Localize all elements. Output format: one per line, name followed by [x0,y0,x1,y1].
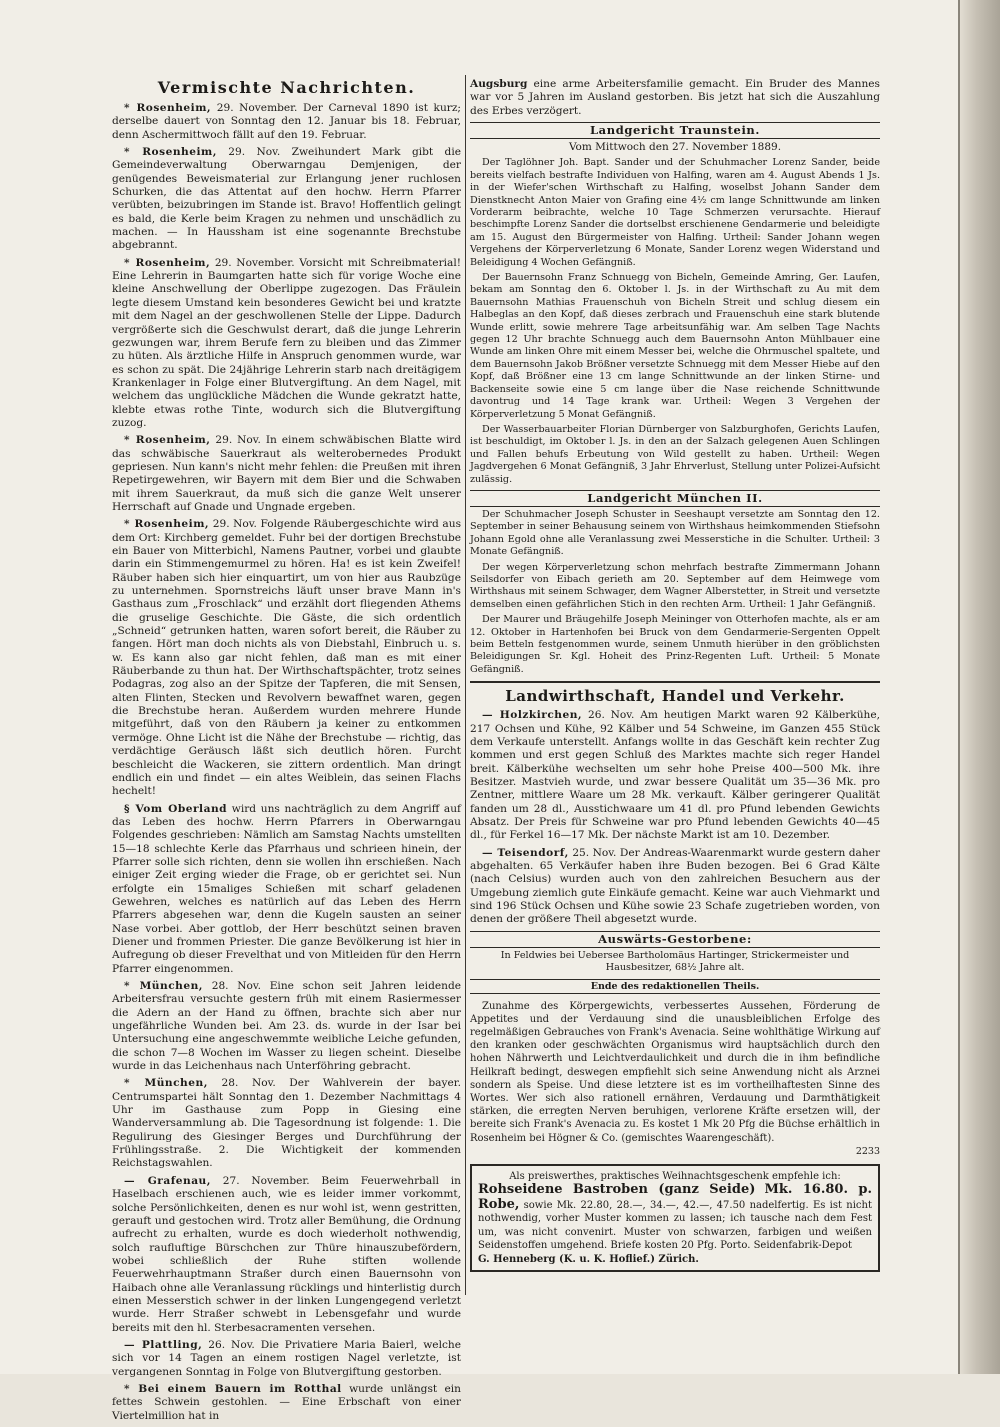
right-column [470,78,880,1272]
news-place: * Rosenheim, [124,146,217,159]
left-column [112,78,461,1427]
news-place: — Holzkirchen, [482,709,583,722]
news-text: wurde unlängst ein fettes Schwein gestohlen. — Eine Erbschaft von einer Viertelmillion hat in [112,1382,462,1422]
news-item [112,102,461,142]
news-text: 29. Nov. Folgende Räubergeschichte wird aus dem Ort: Kirchberg gemeldet. Fuhr bei der dortigen Brechstube ein Bauer von Mitterbichl, Namens Pautner, vorbei und glaubte darin ein Stimmengemurmel zu hören. Ha! es ist kein Zweifel! Räuber haben sich hier einquartirt, um von hier aus Raubzüge zu unternehmen. Spornstreichs läuft unser brave Mann in's Gasthaus zum „Froschlack“ und erzählt dort fliegenden Athems die gruselige Geschichte. Die Gäste, die sich ordentlich „Schneid“ getrunken hatten, waren sofort bereit, die Räuber zu fangen. Hört man doch nichts als von Diebstahl, Einbruch u. s. w. Es kann also gar nicht fehlen, daß man es mit einer Räuberbande zu thun hat. Der Wirthschaftspächter, trotz seines Podagras, zog also an der Spitze der Tapferen, die mit Sensen, alten Flinten, Stecken und Revolvern bewaffnet waren, gegen die Brechstube heran. Außerdem wurden mehrere Hunde mitgeführt, daß von den Räubern ja keiner zu entkommen vermöge. Ohne Licht ist die Nähe der Brechstube — richtig, das verdächtige Geräusch läßt sich deutlich hören. Furcht beschleicht die Wackeren, sie zittern ordentlich. Man dringt endlich ein und findet — ein altes Weiblein, das seinen Flachs hechelt! [112,518,462,798]
news-place: * Rosenheim, [124,518,210,531]
news-item [112,1339,461,1379]
economy-item [470,709,880,842]
avenacia-advertisement [470,1000,880,1158]
court-paragraph: Der Wasserbauarbeiter Florian Dürnberger von Salzburghofen, Gerichts Laufen, ist beschuldigt, im Oktober l. Js. in den an der Salzach gelegenen Auen Schlingen und Fallen behufs Erbeutung von Wild gestellt zu haben. Urtheil: Wegen Jagdvergehen 6 Monat Gefängniß, 3 Jahr Ehrverlust, Stellung unter Polizei-Aufsicht zulässig. [470,423,880,485]
ad-company: G. Henneberg (K. u. K. Hoflief.) Zürich. [478,1253,699,1265]
news-text: 27. November. Beim Feuerwehrball in Haselbach erschienen auch, wie es leider immer vorkommt, solche Persönlichkeiten, denen es nur wohl ist, wenn gestritten, gerauft und gestochen wird. Trotz aller Bemühung, die Ordnung aufrecht zu erhalten, wurde es doch wiederholt nothwendig, solch raufluftige Bürschchen zur Thüre hinauszubefördern, wobei schließlich der Ruhe stiften wollende Feuerwehrhauptmann Straßer durch einen Bauernsohn von Haibach ohne alle Veranlassung rücklings und hinterlistig durch einen Messerstich schwer in der linken Lungengegend verletzt wurde. Herr Straßer schwebt in Lebensgefahr und wurde bereits mit den hl. Sterbesacramenten versehen. [112,1174,462,1334]
news-place: § Vom Oberland [124,802,228,815]
court-paragraph: Der Bauernsohn Franz Schnuegg von Bicheln, Gemeinde Amring, Ger. Laufen, bekam am Sonntag den 6. Oktober l. Js. in der Wirthschaft zu Au mit dem Bauernsohn Mathias Frauenschuh von Bicheln Streit und schlug diesem ein Halbeglas an den Kopf, daß dieses zerbrach und Frauenschuh eine stark blutende Wunde erlitt, sowie mehrere Tage arbeitsunfähig war. Am selben Tage Nachts gegen 12 Uhr brachte Schnuegg auch dem Bauernsohn Anton Mühlbauer eine Wunde am linken Ohre mit einem Messer bei, welche die Ohrmuschel spaltete, und dem Bauernsohn Jakob Brößner versetzte Schnuegg mit dem Messer Hiebe auf den Kopf, daß Brößner eine 13 cm lange Schnittwunde an der linken Stirne- und Backenseite sowie eine 5 cm lange über die Nase reichende Schnittwunde davontrug und 14 Tage krank war. Urtheil: Wegen 3 Vergehen der Körperverletzung 5 Monat Gefängniß. [470,272,880,420]
news-items [112,102,461,1423]
court-reports-traunstein [470,157,880,486]
news-place: * Rosenheim, [124,256,211,269]
deaths-text: In Feldwies bei Uebersee Bartholomäus Hartinger, Strickermeister und Hausbesitzer, 68½ Jahre alt. [500,949,850,974]
news-text: 28. Nov. Der Wahlverein der bayer. Centrumspartei hält Sonntag den 1. Dezember Nachmittags 4 Uhr im Gasthause zum Popp in Giesing eine Wanderversammlung ab. Die Tagesordnung ist folgende: 1. Die Regulirung des Giesinger Berges und Durchführung der Frühlingsstraße. 2. Die Wichtigkeit der kommenden Reichstagswahlen. [112,1077,461,1170]
page-edge [968,0,969,1374]
editorial-end-label: Ende des redaktionellen Theils. [470,979,880,994]
deaths-notice [470,950,880,975]
ad-more: sowie Mk. 22.80, 28.—, 34.—, 42.—, 47.50 nadelfertig. Es ist nicht nothwendig, vorher Muster kommen zu lassen; ich tausche nach dem Fest um, was nicht convenirt. Muster von schwarzen, farbigen und weißen Seidenstoffen umgehend. Briefe kosten 20 Pfg. Porto. Seidenfabrik-Depot [478,1199,872,1252]
news-place: — Teisendorf, [482,846,569,859]
column-divider [465,75,466,1295]
news-text: 29. Nov. In einem schwäbischen Blatte wird das schwäbische Sauerkraut als welterobernedes Produkt gepriesen. Nun kann's nicht mehr fehlen: die Preußen mit ihren Repetirgewehren, wir Bayern mit dem Bier und die Schwaben mit ihrem Sauerkraut, da muß sich die ganze Welt unserer Herrschaft auf Gnade und Ungnade ergeben. [112,434,461,513]
ad-product: Rohseidene Bastroben (ganz Seide) [478,1182,756,1198]
news-text: 29. November. Der Carneval 1890 ist kurz; derselbe dauert von Sonntag den 12. Januar bis 18. Februar, denn Aschermittwoch fällt auf den 19. Februar. [112,102,461,141]
news-item [112,518,461,798]
news-text: 26. Nov. Am heutigen Markt waren 92 Kälberkühe, 217 Ochsen und Kühe, 92 Kälber und 54 Schweine, im Ganzen 455 Stück dem Verkaufe unterstellt. Anfangs wollte in das Geschäft kein rechter Zug kommen und erst gegen Schluß des Marktes machte sich reger Handel breit. Kälberkühe wechselten um sehr hohe Preise 400—500 Mk. ihre Besitzer. Mastvieh wurde, und zwar bessere Qualität um 35—36 Mk. pro Zentner, mittlere Waare um 28 Mk. verkauft. Kälber geringerer Qualität fanden um 28 dl., Ausstichwaare um 41 dl. pro Pfund lebenden Gewichts Absatz. Der Preis für Schweine war pro Pfund lebenden Gewichts 40—45 dl., für Ferkel 16—17 Mk. Der nächste Markt ist am 10. Dezember. [470,709,880,842]
news-item [112,1175,461,1335]
court-title-muenchen: Landgericht München II. [470,490,880,507]
news-item [112,980,461,1073]
economy-item [470,847,880,927]
news-place: — Grafenau, [124,1174,211,1187]
news-text: 28. Nov. Eine schon seit Jahren leidende Arbeitersfrau versuchte gestern früh mit einem Rasiermesser die Adern an der Hand zu öffnen, brachte sich aber nur ungefährliche Wunden bei. Am 23. ds. wurde in der Isar bei Untersuchung eine angeschwemmte weibliche Leiche gefunden, die schon 7—8 Wochen im Wasser zu liegen scheint. Dieselbe wurde in das Leichenhaus nach Unterföhring gebracht. [112,980,461,1073]
court-date: Vom Mittwoch den 27. November 1889. [568,141,782,154]
news-item [112,146,461,253]
ad-text: Zunahme des Körpergewichts, verbessertes Aussehen, Förderung de Appetites und der Verdauung sind die unausbleiblichen Erfolge des regelmäßigen Gebrauches von Frank's Avenacia. Seine wohlthätige Wirkung auf den kranken oder geschwächten Organismus wird hauptsächlich durch den hohen Nährwerth und Leichtverdaulichkeit und durch die in ihm befindliche Heilkraft bedingt, deswegen empfiehlt sich seine Anwendung nicht als Arznei sondern als Speise. Und diese letztere ist es im vortheilhaftesten Sinne des Wortes. Wer sich also rationell ernähren, Verdauung und Darmthätigkeit stärken, die erregten Nerven beruhigen, verlorene Kräfte ersetzen will, der bereite sich Frank's Avenacia zu. Es kostet 1 Mk 20 Pfg die Büchse erhältlich in Rosenheim bei Högner & Co. (gemischtes Waarengeschäft). [470,1000,880,1144]
news-place: * Rosenheim, [124,102,212,114]
ad-code: 2233 [855,1145,880,1157]
news-text: wird uns nachträglich zu dem Angriff auf das Leben des hochw. Herrn Pfarrers in Oberwarngau Folgendes geschrieben: Nämlich am Samstag Nachts umstellten 15—18 schlechte Kerle das Pfarrhaus und schrieen hinein, der Pfarrer solle sich richten, denn sie wollen ihn erschießen. Nach einiger Zeit erging wieder die Frage, ob er gerichtet sei. Nun erfolgte ein 15maliges Schießen mit scharf geladenen Gewehren, welches es natürlich auf das Leben des Herrn Pfarrers abgesehen war, denn die Kugeln sausten an seiner Nase vorbei. Aber gottlob, der Herr beschützt seinen braven Diener und frommen Priester. Die ganze Bevölkerung ist hier in Aufregung ob dieser Frevelthat und von Mitleiden für den Herrn Pfarrer eingenommen. [112,802,461,975]
section-title: Vermischte Nachrichten. [157,78,416,97]
news-text: eine arme Arbeitersfamilie gemacht. Ein Bruder des Mannes war vor 5 Jahren im Ausland gestorben. Bis jetzt hat sich die Auszahlung des Erbes verzögert. [470,78,880,117]
news-place: * Rosenheim, [124,434,211,447]
court-paragraph: Der Taglöhner Joh. Bapt. Sander und der Schuhmacher Lorenz Sander, beide bereits vielfach bestrafte Individuen von Halfing, waren am 4. August Abends 1 Js. in der Wiefer'schen Wirthschaft zu Halfing, woselbst Johann Sander dem Dienstknecht Anton Maier von Grafing eine 4½ cm lange Schnittwunde am linken Vorderarm beibrachte, welche 10 Tage Schmerzen verursachte. Hierauf beschimpfte Lorenz Sander die dortselbst erschienene Gendarmerie und beleidigte am 15. August den Bürgermeister von Halfing. Urtheil: Sander Johann wegen Vergehens der Körperverletzung 6 Monate, Sander Lorenz wegen Widerstand und Beleidigung 4 Wochen Gefängniß. [470,157,880,268]
court-reports-muenchen [470,509,880,676]
news-item [112,257,461,430]
news-place: * Bei einem Bauern im Rotthal [124,1382,342,1395]
news-item [112,1077,461,1170]
ad-offer [478,1183,872,1253]
news-place: * München, [124,1077,208,1090]
news-place: * München, [124,980,203,992]
court-paragraph: Der Schuhmacher Joseph Schuster in Seeshaupt versetzte am Sonntag den 12. September in seiner Behausung seinem von Wirthshaus heimkommenden Stiefsohn Johann Egold ohne alle Veranlassung zwei Messerstiche in die Schulter. Urtheil: 3 Monate Gefängniß. [470,508,880,558]
ad-intro: Als preiswerthes, praktisches Weihnachtsgeschenk empfehle ich: [509,1170,841,1182]
deaths-title: Auswärts-Gestorbene: [470,931,880,948]
continued-item [470,78,880,118]
news-place: Augsburg [470,78,528,90]
news-text: 29. November. Vorsicht mit Schreibmaterial! Eine Lehrerin in Baumgarten hatte sich für vorige Woche eine kleine Anschwellung der Oberlippe zugezogen. Das Fräulein legte diesem Umstand kein besonderes Gewicht bei und kratzte mit dem Nagel an der geschwollenen Stelle der Lippe. Dadurch vergrößerte sich die Geschwulst derart, daß die junge Lehrerin gezwungen war, ihrem Berufe fern zu bleiben und das Zimmer zu hüten. Als ärztliche Hilfe in Anspruch genommen wurde, war es schon zu spät. Die 24jährige Lehrerin starb nach dreitägigem Krankenlager in Folge einer Blutvergiftung. An dem Nagel, mit welchem das unglückliche Mädchen die Wunde gekratzt hatte, klebte etwas rothe Tinte, wodurch sich die Blutvergiftung zuzog. [112,256,461,429]
news-item [112,803,461,976]
court-title-traunstein: Landgericht Traunstein. [470,122,880,139]
news-text: 25. Nov. Der Andreas-Waarenmarkt wurde gestern daher abgehalten. 65 Verkäufer haben ihre Buden bezogen. Bei 6 Grad Kälte (nach Celsius) wurden auch von den zahlreichen Besuchern aus der Umgebung ziemlich gute Einkäufe gemacht. Keine war auch Viehmarkt und sind 196 Stück Ochsen und Kühe sowie 23 Schafe zugetrieben worden, von denen der größere Theil abgesetzt wurde. [470,846,881,926]
page-edge [958,0,960,1374]
news-item [112,1383,461,1423]
court-paragraph: Der wegen Körperverletzung schon mehrfach bestrafte Zimmermann Johann Seilsdorfer von Eibach gerieth am 20. September auf dem Heimwege vom Wirthshaus mit seinem Schwager, dem Wagner Alberstetter, in Streit und versetzte demselben einen gefährlichen Stich in den rechten Arm. Urtheil: 1 Jahr Gefängniß. [470,561,880,610]
news-item [112,434,461,514]
news-text: 29. Nov. Zweihundert Mark gibt die Gemeindeverwaltung Oberwarngau Demjenigen, der genügendes Beweismaterial zur Erlangung jener ruchlosen Schurken, die das Attentat auf den hochw. Herrn Pfarrer verübten, beizubringen im Stande ist. Bravo! Hoffentlich gelingt es bald, die Kerle beim Kragen zu nehmen und unschädlich zu machen. — In Haussham ist eine sogenannte Brechstube abgebrannt. [112,146,461,252]
news-text: 26. Nov. Die Privatiere Maria Baierl, welche sich vor 14 Tagen an einem rostigen Nagel verletzte, ist vergangenen Sonntag in Folge von Blutvergiftung gestorben. [112,1338,461,1378]
ad-price: Mk. 16.80. p. Robe, [478,1182,872,1212]
court-paragraph: Der Maurer und Bräugehilfe Joseph Meininger von Otterhofen machte, als er am 12. Oktober in Hartenhofen bei Bruck von dem Gendarmerie-Sergenten Oppelt beim Betteln festgenommen wurde, seinem Unmuth hierüber in den gröblichsten Beleidigungen Sr. Kgl. Hoheit des Prinz-Regenten Luft. Urtheil: 5 Monate Gefängniß. [470,614,880,675]
news-place: — Plattling, [124,1338,203,1351]
economy-section-title: Landwirthschaft, Handel und Verkehr. [470,681,880,706]
silk-advertisement [470,1164,880,1273]
